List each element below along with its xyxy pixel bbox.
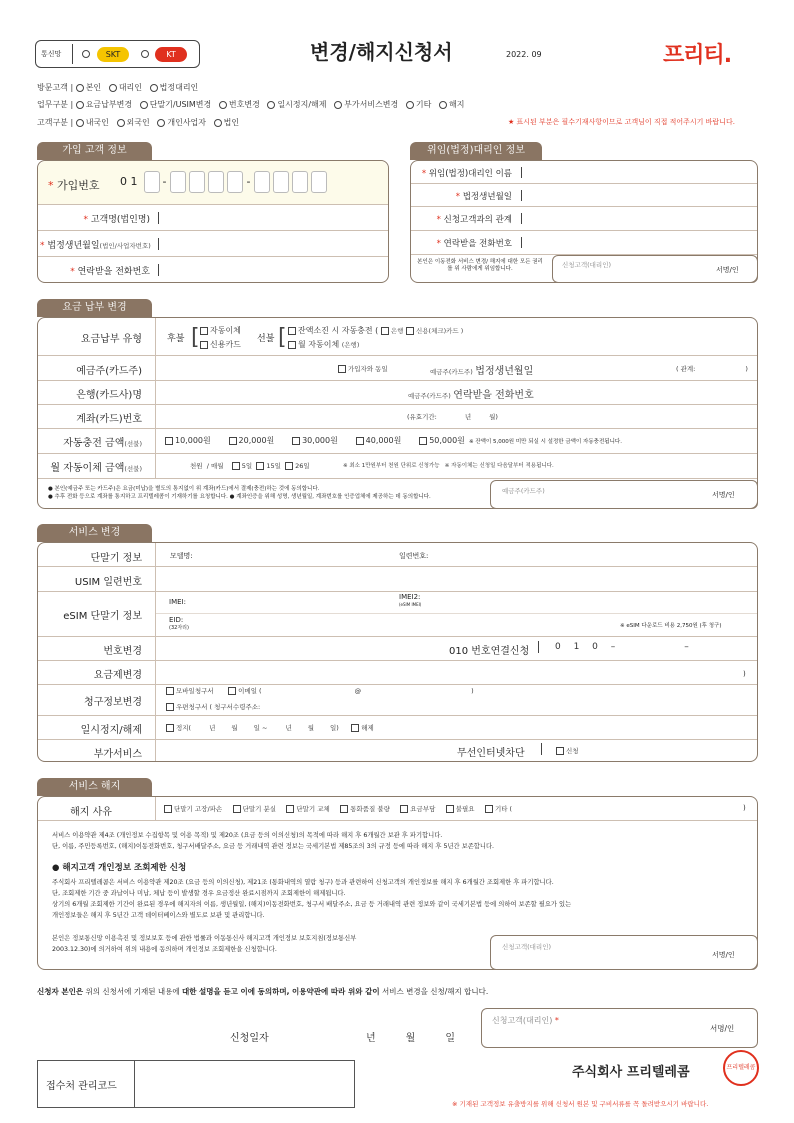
auto-charge-label: 자동충전 금액(선불) bbox=[63, 438, 142, 449]
bracket2: [ bbox=[278, 325, 287, 350]
bracket: [ bbox=[191, 325, 200, 350]
apply-date[interactable]: 년 월 일 bbox=[366, 1033, 456, 1044]
bill-options[interactable]: 모바일청구서 이메일 ( @ ) bbox=[166, 686, 474, 695]
agent-name-input[interactable] bbox=[521, 167, 741, 178]
opt-terminate[interactable]: 해지 bbox=[439, 100, 464, 109]
auto-charge-amounts[interactable]: 10,000원 20,000원 30,000원 40,000원 50,000원 bbox=[165, 435, 465, 446]
carrier-label: 통신망 bbox=[41, 50, 62, 58]
customer-row: 고객구분 | 내국인 외국인 개인사업자 법인 bbox=[37, 118, 240, 127]
agreement-text: 신청자 본인은 위의 신청서에 기재된 내용에 대한 설명을 듣고 이에 동의하며, 이용약관에 따라 위와 같이 서비스 변경을 신청/해지 합니다. bbox=[37, 987, 489, 996]
birth-input[interactable] bbox=[158, 238, 358, 250]
pre-monthly[interactable]: 월 자동이체 (은행) bbox=[288, 339, 359, 350]
phone-input[interactable] bbox=[158, 264, 358, 276]
birth-label: * 법정생년월일(법인/사업자번호) bbox=[40, 241, 151, 251]
pay-type-label: 요금납부 유형 bbox=[80, 334, 142, 345]
join-number-input[interactable]: 0 1 - - bbox=[120, 171, 330, 193]
model-field[interactable]: 모델명: bbox=[170, 552, 193, 560]
validity-field[interactable]: (유효기간: 년 월) bbox=[407, 413, 498, 421]
final-sign-label: 신청고객(대리인) * bbox=[492, 1016, 559, 1025]
block-label: 무선인터넷차단 bbox=[457, 748, 525, 759]
relation-field[interactable]: ( 관계: ) bbox=[676, 365, 748, 373]
esim-note: ※ eSIM 다운로드 비용 2,750원 (후 청구) bbox=[620, 623, 722, 629]
post-label: 후불 bbox=[167, 334, 185, 344]
agent-relation-label: * 신청고객과의 관계 bbox=[436, 215, 512, 225]
esim-label: eSIM 단말기 정보 bbox=[63, 611, 142, 622]
brand-logo: 프리티. bbox=[663, 43, 732, 68]
tab-service: 서비스 변경 bbox=[37, 524, 152, 542]
opt-etc[interactable]: 기타 bbox=[406, 100, 431, 109]
reason-end: ) bbox=[743, 804, 746, 812]
agent-phone-label: * 연락받을 전화번호 bbox=[436, 239, 512, 249]
term-sign-text: 서명/인 bbox=[712, 951, 735, 959]
same-as-subscriber[interactable]: 가입자와 동일 bbox=[338, 364, 388, 373]
bill-label: 청구정보변경 bbox=[84, 697, 142, 708]
post-card[interactable]: 신용카드 bbox=[200, 339, 241, 350]
suspend-options[interactable]: 정지( 년 월 일 ~ 년 월 일) 해제 bbox=[166, 723, 374, 732]
monthly-amount[interactable]: 천원 / 매월 5일 15일 26일 bbox=[190, 462, 310, 470]
link-number[interactable]: 0 1 0 – – bbox=[555, 642, 694, 652]
opt-addon[interactable]: 부가서비스변경 bbox=[334, 100, 398, 109]
company-seal: 프리텔레콤 bbox=[723, 1050, 759, 1086]
device-label: 단말기 정보 bbox=[90, 553, 142, 564]
business-row: 업무구분 | 요금납부변경 단말기/USIM변경 번호변경 일시정지/해제 부가서비스변경 기타 해지 bbox=[37, 100, 465, 109]
agent-sign-text: 서명/인 bbox=[716, 266, 739, 274]
pay-consent-1: ● 본인(예금주 또는 카드주)은 요금(미납)을 별도의 통지없이 위 계좌(카드)에서 결제(충전)하는 것에 동의합니다. bbox=[48, 486, 320, 492]
term-para-5: 상기의 6개월 조회제한 기간이 완료된 경우에 해지자의 이름, 생년월일, (해지)이동전화번호, 청구서 배달주소, 요금 등 거래내역 관련 정보와 같이 국세기본법 등에 의하여 보존할 필요가 있는 bbox=[52, 901, 572, 908]
term-para-8: 2003.12.30)에 의거하여 위의 내용에 동의하며 개인정보 조회제한을 신청합니다. bbox=[52, 946, 277, 953]
monthly-notes: ※ 최소 1만원부터 천원 단위로 신청가능 ※ 자동이체는 신청일 다음달부터 적용됩니다. bbox=[343, 463, 554, 469]
phone-label: * 연락받을 전화번호 bbox=[70, 267, 150, 277]
visitor-row: 방문고객 | 본인 대리인 법정대리인 bbox=[37, 83, 199, 92]
imei-field[interactable]: IMEI: bbox=[169, 598, 186, 606]
number-change-label: 번호변경 bbox=[103, 646, 142, 657]
opt-pay[interactable]: 요금납부변경 bbox=[76, 100, 132, 109]
plan-end[interactable]: ) bbox=[743, 670, 746, 678]
tab-termination: 서비스 해지 bbox=[37, 778, 152, 796]
tab-agent: 위임(법정)대리인 정보 bbox=[410, 142, 542, 160]
opt-corp[interactable]: 법인 bbox=[214, 118, 239, 127]
receipt-label: 접수처 관리코드 bbox=[46, 1081, 117, 1092]
account-label: 계좌(카드)번호 bbox=[76, 414, 142, 425]
holder-phone-label: 예금주(카드주) 연락받을 전화번호 bbox=[408, 390, 534, 401]
pre-auto-charge[interactable]: 잔액소진 시 자동충전 ( 은행 신용(체크)카드 ) bbox=[288, 325, 463, 336]
pre-label: 선불 bbox=[257, 334, 275, 344]
term-sign-label: 신청고객(대리인) bbox=[502, 943, 552, 951]
required-note: ★ 표시된 부분은 필수기재사항이므로 고객님이 직접 적어주시기 바랍니다. bbox=[508, 118, 735, 126]
usim-label: USIM 일련번호 bbox=[74, 577, 142, 588]
service-box bbox=[37, 542, 758, 762]
opt-business[interactable]: 개인사업자 bbox=[157, 118, 206, 127]
holder-sign-label: 예금주(카드주) bbox=[502, 487, 545, 495]
holder-sign-text: 서명/인 bbox=[712, 491, 735, 499]
bottom-note: ※ 기재된 고객정보 유출방지를 위해 신청서 원본 및 구비서류를 꼭 돌려받으시기 바랍니다. bbox=[452, 1100, 709, 1108]
kt-radio[interactable] bbox=[141, 49, 151, 58]
final-sign-text: 서명/인 bbox=[710, 1024, 735, 1033]
customer-name-label: * 고객명(법인명) bbox=[83, 215, 150, 225]
agent-birth-input[interactable] bbox=[521, 190, 741, 201]
auto-charge-note: ※ 잔액이 5,000원 미만 되실 시 설정한 금액이 자동충전됩니다. bbox=[469, 439, 622, 445]
opt-legal-agent[interactable]: 법정대리인 bbox=[150, 83, 199, 92]
term-heading: ● 해지고객 개인정보 조회제한 신청 bbox=[52, 863, 187, 873]
serial-field[interactable]: 일련번호: bbox=[399, 552, 429, 560]
mail-bill[interactable]: 우편청구서 ( 청구서수령주소: bbox=[166, 702, 260, 711]
monthly-label: 월 자동이체 금액(선불) bbox=[50, 463, 142, 474]
kt-option[interactable]: KT bbox=[155, 47, 187, 62]
reason-options[interactable]: 단말기 고장/파손 단말기 분실 단말기 교체 통화품질 불량 요금부담 불필요 기타 ( bbox=[164, 804, 512, 813]
opt-number[interactable]: 번호변경 bbox=[219, 100, 260, 109]
holder-birth-label: 예금주(카드주) 법정생년월일 bbox=[430, 366, 534, 377]
agent-phone-input[interactable] bbox=[521, 237, 741, 248]
agent-sign-label: 신청고객(대리인) bbox=[562, 261, 612, 269]
term-para-3: 주식회사 프리텔레콤은 서비스 이용약관 제20조 (요금 등의 이의신청), 제21조 (통화내역의 열람 청구) 등과 관련하여 신청고객의 개인정보를 해지 후 6개월간 조회제한 후 파기합니다. bbox=[52, 879, 554, 886]
opt-self[interactable]: 본인 bbox=[76, 83, 101, 92]
opt-device[interactable]: 단말기/USIM변경 bbox=[140, 100, 212, 109]
holder-label: 예금주(카드주) bbox=[76, 366, 142, 377]
skt-radio[interactable] bbox=[82, 49, 92, 58]
apply-date-label: 신청일자 bbox=[230, 1033, 269, 1044]
company-name: 주식회사 프리텔레콤 bbox=[572, 1065, 690, 1080]
agent-relation-input[interactable] bbox=[521, 213, 741, 224]
opt-suspend[interactable]: 일시정지/해제 bbox=[267, 100, 326, 109]
customer-name-input[interactable] bbox=[158, 212, 358, 224]
tab-subscriber: 가입 고객 정보 bbox=[37, 142, 152, 160]
join-number-label: * 가입번호 bbox=[48, 179, 100, 192]
agent-name-label: * 위임(법정)대리인 이름 bbox=[421, 169, 512, 179]
imei2-field[interactable]: IMEI2: (eSIM IMEI) bbox=[399, 593, 422, 607]
opt-foreign[interactable]: 외국인 bbox=[117, 118, 150, 127]
addon-label: 부가서비스 bbox=[93, 749, 142, 760]
term-para-2: 단, 이름, 주민등록번호, (해지)이동전화번호, 청구서배달주소, 요금 등 거래내역 관련 정보는 국세기본법 제85조의 3의 규정 등에 따라 해지 후 5년간 보존합니다. bbox=[52, 843, 495, 850]
pay-consent-2: ● 추후 전화 등으로 계좌를 통지하고 프리텔레콤이 기재하기를 요청합니다. ● 계좌인증을 위해 성명, 생년월일, 계좌번호를 인증업체에 제공하는 데 동의합니다. bbox=[48, 494, 431, 500]
block-apply[interactable]: 신청 bbox=[556, 746, 579, 755]
term-para-7: 본인은 정보통신망 이용촉진 및 정보보호 등에 관한 법률과 이동통신사 해지고객 개인정보 보호지침(정보통신부 bbox=[52, 935, 357, 942]
term-para-6: 개인정보들은 해지 후 5년간 고객 데이터베이스와 별도로 보관 및 관리합니다. bbox=[52, 912, 265, 919]
page-title: 변경/해지신청서 bbox=[310, 40, 453, 64]
bank-label: 은행(카드사)명 bbox=[76, 390, 142, 401]
skt-option[interactable]: SKT bbox=[97, 47, 129, 62]
post-auto[interactable]: 자동이체 bbox=[200, 325, 241, 336]
opt-agent[interactable]: 대리인 bbox=[109, 83, 142, 92]
reason-label: 해지 사유 bbox=[70, 807, 112, 818]
agent-delegation-note: 본인은 이동전화 서비스 변경/ 해지에 대한 모든 권리를 위 사람에게 위임합니다. bbox=[417, 259, 543, 272]
form-date: 2022. 09 bbox=[506, 50, 542, 59]
tab-payment: 요금 납부 변경 bbox=[37, 299, 152, 317]
plan-label: 요금제변경 bbox=[93, 670, 142, 681]
link-label: 010 번호연결신청 bbox=[449, 646, 530, 657]
eid-field[interactable]: EID: (32자리) bbox=[169, 616, 189, 631]
term-para-4: 단, 조회제한 기간 중 과납이나 미납, 체납 등이 발생할 경우 요금정산 완료시점까지 조회제한이 해제됩니다. bbox=[52, 890, 346, 897]
opt-domestic[interactable]: 내국인 bbox=[76, 118, 109, 127]
agent-birth-label: * 법정생년월일 bbox=[455, 192, 512, 202]
suspend-label: 일시정지/해제 bbox=[80, 725, 142, 736]
term-para-1: 서비스 이용약관 제4조 (개인정보 수집항목 및 이용 목적) 및 제20조 (요금 등의 이의신청)의 목적에 따라 해지 후 6개월간 보관 후 파기합니다. bbox=[52, 832, 443, 839]
